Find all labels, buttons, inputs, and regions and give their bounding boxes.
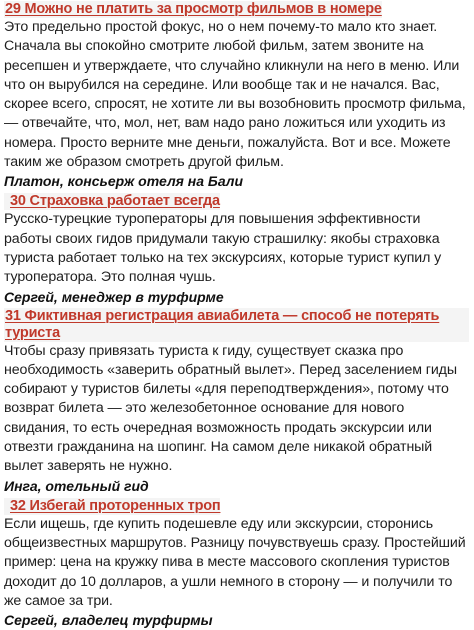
section-signature: Платон, консьерж отеля на Бали [4,173,244,190]
section-text: Русско-турецкие туроператоры для повышения эффективности работы своих гидов придумали такую страшилку: якобы страховка туриста работает только на тех экскурсиях, которые турист купил у туроператора. Это полная чушь. [4,211,442,286]
section-signature: Сергей, менеджер в турфирме [4,288,224,305]
tip-section-30 [4,192,469,306]
tip-section-31 [4,308,469,496]
tip-section-32 [4,497,469,630]
section-heading: 31 Фиктивная регистрация авиабилета — способ не потерять туриста [4,308,469,342]
section-heading: 32 Избегай проторенных троп [4,498,220,515]
section-text: Это предельно простой фокус, но о нем почему-то мало кто знает. Сначала вы спокойно смотрите любой фильм, затем звоните на ресепшен и утверждаете, что случайно кликнули на него в меню. Или что он вырубился на середине. Или вообще так и не начался. Вас, скорее всего, спросят, не хотите ли вы возобновить просмотр фильма, — отвечайте, что, мол, нет, вам надо рано ложиться или уходить из номера. Просто верните мне деньги, пожалуйста. Вот и все. Можете таким же образом смотреть другой фильм. [4,19,466,171]
tip-section-29 [4,0,469,191]
section-text: Чтобы сразу привязать туриста к гиду, существует сказка про необходимость «заверить обратный вылет». Перед заселением гиды собирают у туристов билеты «для переподтверждения», потому что возврат билета — это железобетонное основание для нового свидания, то есть очередная возможность продать экскурсии или отвезти гражданина на шопинг. На самом деле никакой обратный вылет заверять не нужно. [4,342,457,475]
section-text: Если ищешь, где купить подешевле еду или экскурсии, сторонись общеизвестных маршрутов. Разницу почувствуешь сразу. Простейший пример: цена на кружку пива в месте массового скопления туристов доходит до 10 долларов, а ушли немного в сторону — и получили то же самое за три. [4,515,466,609]
section-heading: 30 Страховка работает всегда [4,193,220,210]
section-heading: 29 Можно не платить за просмотр фильмов в номере [5,1,382,17]
section-signature: Инга, отельный гид [4,477,149,494]
section-signature: Сергей, владелец турфирмы [4,612,213,629]
